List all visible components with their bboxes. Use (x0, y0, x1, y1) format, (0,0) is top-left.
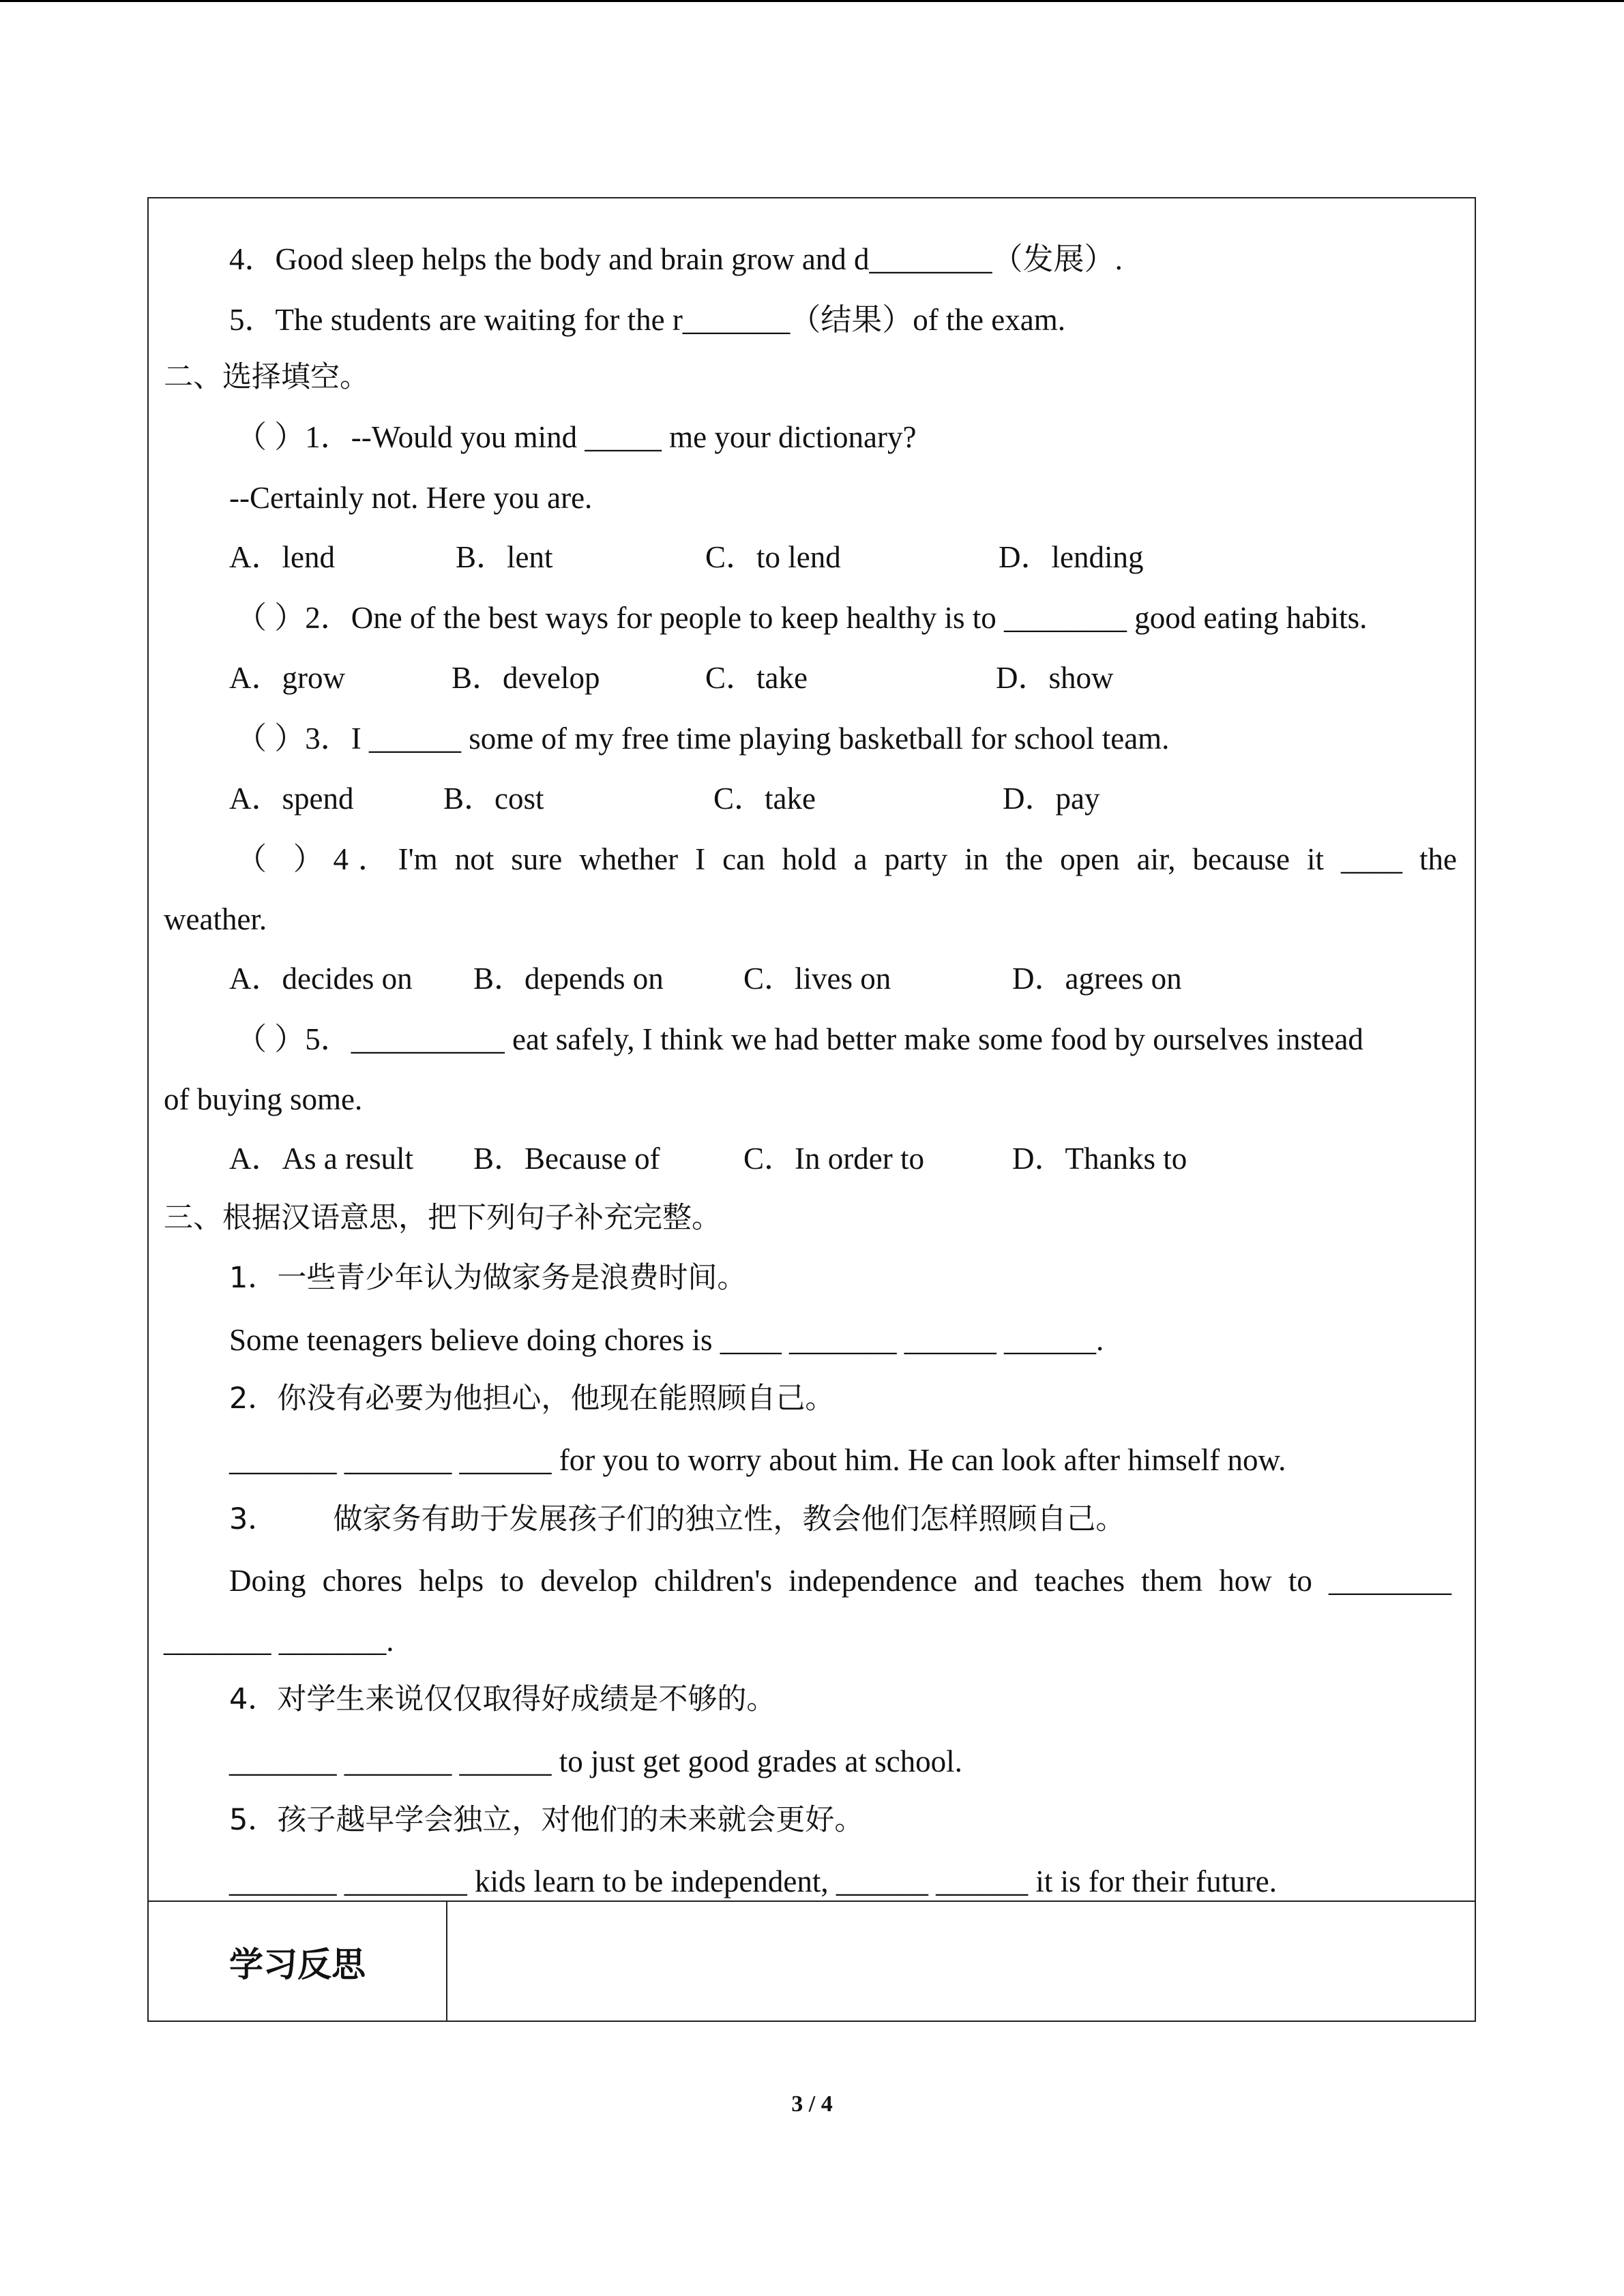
option-c: C．In order to (743, 1142, 924, 1176)
page-number: 3 / 4 (791, 2091, 833, 2117)
vocab-question-5: 5．The students are waiting for the r_______（结果）of the exam. (229, 303, 1065, 337)
vocab-question-4: 4．Good sleep helps the body and brain grow and d________（发展）. (229, 242, 1123, 276)
mc-question-2: （ ）2．One of the best ways for people to keep healthy is to ________ good eating habits. (236, 601, 1368, 635)
top-rule (0, 0, 1624, 2)
mc-question-4: （ ）4．I'm not sure whether I can hold a party in the open air, because it ____ the (236, 842, 1457, 876)
option-a: A．spend (229, 781, 354, 816)
translation-3-chinese: 3． 做家务有助于发展孩子们的独立性，教会他们怎样照顾自己。 (229, 1502, 1125, 1536)
translation-5-english: _______ ________ kids learn to be independent, ______ ______ it is for their future. (229, 1864, 1277, 1898)
option-a: A．grow (229, 661, 345, 695)
option-b: B．develop (452, 661, 600, 695)
translation-3-english-continued: _______ _______. (164, 1624, 394, 1658)
option-a: A．decides on (229, 961, 413, 996)
option-b: B．cost (443, 781, 544, 816)
mc-question-3: （ ）3．I ______ some of my free time playing basketball for school team. (236, 721, 1170, 756)
section-3-heading: 三、根据汉语意思，把下列句子补充完整。 (164, 1201, 721, 1235)
mc-question-1: （ ）1．--Would you mind _____ me your dictionary? (236, 420, 917, 454)
mc-options-3 (229, 778, 1457, 819)
translation-2-chinese: 2．你没有必要为他担心，他现在能照顾自己。 (229, 1382, 835, 1416)
option-d: D．pay (1003, 781, 1100, 816)
mc-question-1-continued: --Certainly not. Here you are. (229, 481, 593, 515)
mc-question-5: （ ）5．__________ eat safely, I think we had better make some food by ourselves instead (236, 1022, 1363, 1056)
option-c: C．take (705, 661, 808, 695)
translation-3-english: Doing chores helps to develop children's independence and teaches them how to ________ (229, 1564, 1451, 1598)
option-a: A．lend (229, 540, 335, 574)
option-d: D．Thanks to (1012, 1142, 1187, 1176)
mc-question-4-continued: weather. (164, 902, 267, 936)
translation-2-english: _______ _______ ______ for you to worry about him. He can look after himself now. (229, 1443, 1286, 1477)
translation-1-english: Some teenagers believe doing chores is ____ _______ ______ ______. (229, 1323, 1104, 1357)
mc-options-2 (229, 657, 1457, 698)
option-b: B．depends on (473, 961, 664, 996)
option-d: D．show (996, 661, 1114, 695)
section-2-heading: 二、选择填空。 (164, 360, 369, 394)
option-d: D．lending (999, 540, 1144, 574)
option-b: B．Because of (473, 1142, 660, 1176)
mc-options-5 (229, 1138, 1457, 1179)
mc-options-1 (229, 537, 1457, 578)
option-c: C．take (713, 781, 816, 816)
worksheet-table (147, 197, 1476, 2022)
option-b: B．lent (456, 540, 553, 574)
reflection-row (149, 1900, 1475, 2022)
option-c: C．to lend (705, 540, 841, 574)
option-c: C．lives on (743, 961, 891, 996)
translation-4-english: _______ _______ ______ to just get good grades at school. (229, 1744, 962, 1778)
reflection-field (447, 1902, 1475, 2022)
mc-options-4 (229, 958, 1457, 999)
exercise-content (149, 198, 1475, 1900)
option-a: A．As a result (229, 1142, 413, 1176)
translation-5-chinese: 5．孩子越早学会独立，对他们的未来就会更好。 (229, 1803, 864, 1837)
translation-1-chinese: 1．一些青少年认为做家务是浪费时间。 (229, 1261, 747, 1295)
option-d: D．agrees on (1012, 961, 1182, 996)
reflection-label: 学习反思 (149, 1902, 447, 2022)
translation-4-chinese: 4．对学生来说仅仅取得好成绩是不够的。 (229, 1682, 776, 1716)
mc-question-5-continued: of buying some. (164, 1082, 363, 1116)
